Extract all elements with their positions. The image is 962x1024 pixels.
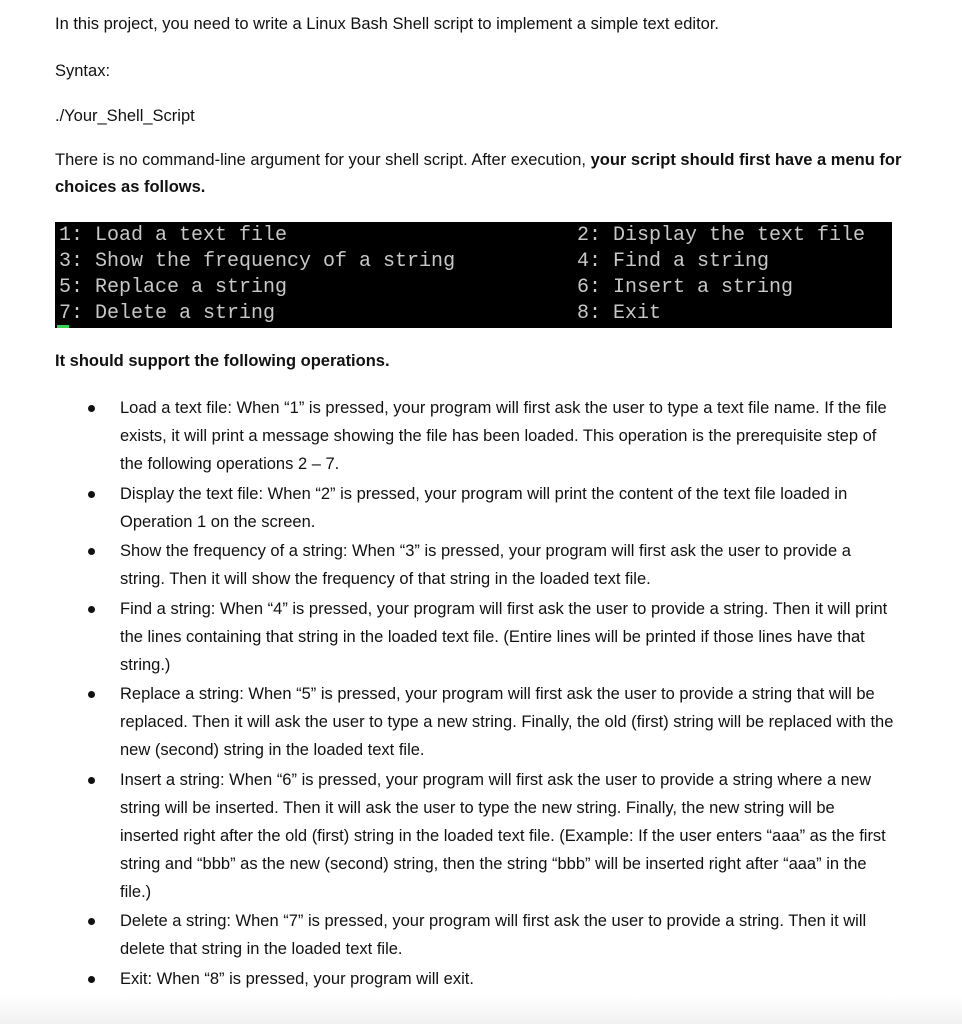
terminal-row — [57, 275, 892, 301]
description-normal-text: There is no command-line argument for your shell script. After execution, — [55, 151, 591, 169]
bullet-icon — [88, 405, 95, 412]
list-item — [0, 907, 895, 963]
bullet-icon — [88, 918, 95, 925]
bullet-icon — [88, 606, 95, 613]
terminal-row — [57, 249, 892, 275]
terminal-cursor — [57, 325, 69, 328]
operation-text: Exit: When “8” is pressed, your program will exit. — [120, 969, 474, 988]
menu-item-exit: 8: Exit — [577, 302, 662, 325]
operation-text: Insert a string: When “6” is pressed, your program will first ask the user to provide a string where a new string will be inserted. Then it will ask the user to type the new string. Finally, the new string will be inserted right after the old (first) string in the loaded text file. (Example: If the user enters “aaa” as the first string and “bbb” as the new (second) string, then the string “bbb” will be inserted right after “aaa” in the file.) — [120, 770, 886, 901]
operation-text: Find a string: When “4” is pressed, your program will first ask the user to provide a string. Then it will print the lines containing that string in the loaded text file. (Entire lines will be printed if those lines have that string.) — [120, 599, 888, 674]
bullet-icon — [88, 691, 95, 698]
menu-item-insert: 6: Insert a string — [577, 276, 794, 299]
list-item — [0, 965, 895, 993]
operation-text: Show the frequency of a string: When “3” is pressed, your program will first ask the user to provide a string. Then it will show the frequency of that string in the loaded text file. — [120, 542, 851, 588]
list-item — [0, 480, 895, 536]
bullet-icon — [88, 777, 95, 784]
menu-item-frequency: 3: Show the frequency of a string — [59, 250, 456, 273]
command-syntax: ./Your_Shell_Script — [55, 107, 195, 125]
syntax-label: Syntax: — [55, 62, 111, 80]
description-bold-text: your script should first have a menu for choices as follows. — [55, 151, 902, 196]
menu-item-find: 4: Find a string — [577, 250, 770, 273]
operation-text: Replace a string: When “5” is pressed, your program will first ask the user to provide a string that will be replaced. Then it will ask the user to type a new string. Finally, the old (first) string will be replaced with the new (second) string in the loaded text file. — [120, 685, 894, 759]
operation-text: Load a text file: When “1” is pressed, your program will first ask the user to type a text file name. If the file exists, it will print a message showing the file has been loaded. This operation is the prerequisite step of the following operations 2 – 7. — [120, 399, 887, 473]
menu-item-load: 1: Load a text file — [59, 224, 288, 247]
terminal-row — [57, 301, 892, 327]
operation-text: Display the text file: When “2” is pressed, your program will print the content of the text file loaded in Operation 1 on the screen. — [120, 484, 848, 531]
list-item — [0, 394, 895, 478]
bullet-icon — [88, 491, 95, 498]
operation-text: Delete a string: When “7” is pressed, your program will first ask the user to provide a string. Then it will delete that string in the loaded text file. — [120, 912, 867, 958]
operations-list — [0, 394, 962, 994]
menu-item-delete: 7: Delete a string — [59, 302, 276, 325]
list-item — [0, 766, 895, 906]
description-paragraph — [55, 147, 905, 201]
list-item — [0, 537, 895, 593]
operations-heading: It should support the following operations. — [55, 352, 390, 370]
terminal-row — [57, 223, 892, 249]
menu-item-display: 2: Display the text file — [577, 224, 866, 247]
list-item — [0, 680, 895, 764]
terminal-menu-screenshot — [55, 222, 892, 328]
list-item — [0, 595, 895, 679]
intro-paragraph: In this project, you need to write a Linux Bash Shell script to implement a simple text editor. — [55, 15, 719, 33]
page-bottom-edge — [0, 996, 962, 1024]
bullet-icon — [88, 976, 95, 983]
menu-item-replace: 5: Replace a string — [59, 276, 288, 299]
bullet-icon — [88, 548, 95, 555]
